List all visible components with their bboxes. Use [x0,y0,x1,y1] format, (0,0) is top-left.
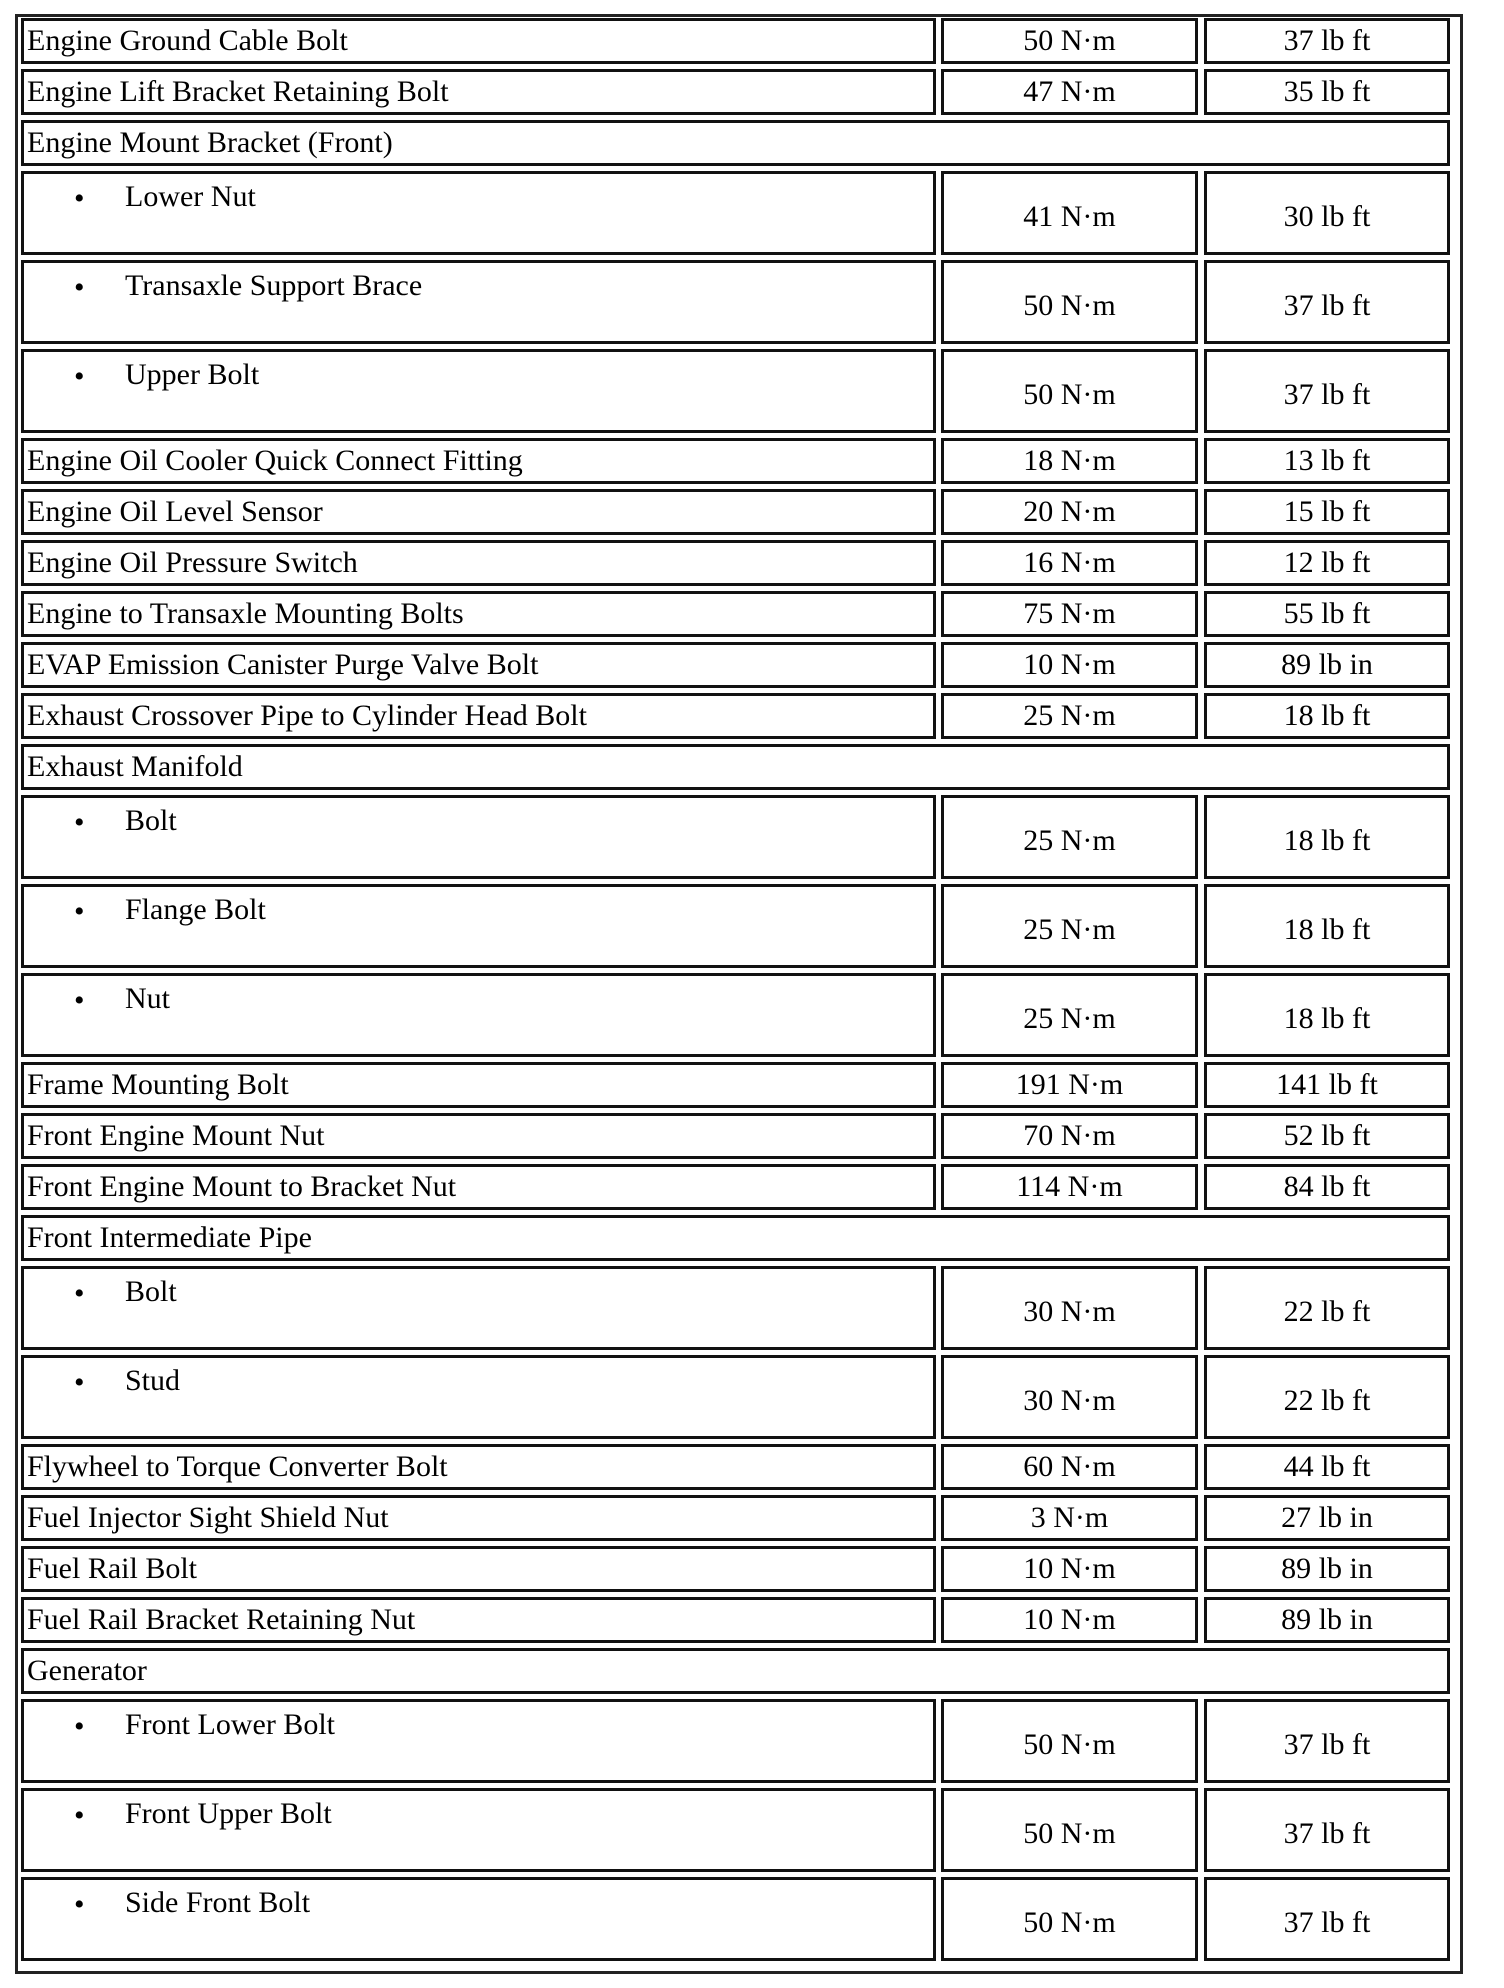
bullet-icon: • [74,984,85,1017]
component-label: Frame Mounting Bolt [27,1068,289,1101]
component-label: Nut [125,982,170,1015]
component-label: Exhaust Crossover Pipe to Cylinder Head Bolt [27,699,587,732]
english-cell [1204,1877,1450,1961]
metric-value: 25 N·m [1023,699,1116,732]
english-cell [1204,1788,1450,1872]
english-cell [1204,693,1450,739]
metric-value: 191 N·m [1015,1068,1124,1101]
component-cell [21,1164,936,1210]
table-row [21,1597,1450,1643]
metric-value: 30 N·m [1023,1384,1116,1417]
english-value: 37 lb ft [1283,1906,1371,1939]
table-row [21,591,1450,637]
english-cell [1204,642,1450,688]
metric-value: 30 N·m [1023,1295,1116,1328]
component-label: Engine Lift Bracket Retaining Bolt [27,75,449,108]
component-cell [21,973,936,1057]
component-cell [21,1062,936,1108]
group-header-label: Exhaust Manifold [27,750,243,783]
component-label: Front Lower Bolt [125,1708,335,1741]
component-cell [21,1266,936,1350]
component-label: Fuel Injector Sight Shield Nut [27,1501,389,1534]
english-value: 84 lb ft [1283,1170,1371,1203]
english-cell [1204,1355,1450,1439]
component-label: Flange Bolt [125,893,266,926]
table-row [21,540,1450,586]
component-cell [21,18,936,64]
english-cell [1204,795,1450,879]
english-value: 22 lb ft [1283,1384,1371,1417]
metric-value: 3 N·m [1030,1501,1109,1534]
english-value: 37 lb ft [1283,378,1371,411]
metric-cell [941,540,1198,586]
english-value: 37 lb ft [1283,24,1371,57]
english-cell [1204,438,1450,484]
table-row [21,171,1450,255]
table-row [21,1495,1450,1541]
english-cell [1204,1113,1450,1159]
metric-cell [941,1062,1198,1108]
component-label: Side Front Bolt [125,1886,311,1919]
metric-cell [941,795,1198,879]
table-row [21,884,1450,968]
table-row [21,18,1450,64]
table-row [21,489,1450,535]
table-row [21,1266,1450,1350]
metric-cell [941,1444,1198,1490]
metric-cell [941,1266,1198,1350]
english-value: 12 lb ft [1283,546,1371,579]
english-value: 44 lb ft [1283,1450,1371,1483]
english-cell [1204,1546,1450,1592]
component-cell [21,1113,936,1159]
bullet-icon: • [74,360,85,393]
bullet-icon: • [74,182,85,215]
english-value: 55 lb ft [1283,597,1371,630]
component-label: Bolt [125,1275,177,1308]
english-value: 18 lb ft [1283,913,1371,946]
table-row [21,349,1450,433]
table-row [21,795,1450,879]
table-row [21,1113,1450,1159]
component-cell [21,171,936,255]
english-cell [1204,171,1450,255]
english-cell [1204,973,1450,1057]
english-cell [1204,591,1450,637]
metric-cell [941,884,1198,968]
bullet-icon: • [74,895,85,928]
english-value: 37 lb ft [1283,1728,1371,1761]
component-cell [21,1877,936,1961]
english-value: 18 lb ft [1283,824,1371,857]
metric-cell [941,1495,1198,1541]
table-row [21,438,1450,484]
component-label: Engine to Transaxle Mounting Bolts [27,597,464,630]
table-row [21,1444,1450,1490]
english-cell [1204,1164,1450,1210]
english-value: 52 lb ft [1283,1119,1371,1152]
table-group-header [21,1648,1450,1694]
metric-value: 50 N·m [1023,378,1116,411]
metric-value: 16 N·m [1023,546,1116,579]
english-value: 18 lb ft [1283,1002,1371,1035]
table-row [21,1699,1450,1783]
component-label: Front Engine Mount Nut [27,1119,325,1152]
english-cell [1204,1495,1450,1541]
table-group-header [21,120,1450,166]
component-cell [21,540,936,586]
metric-cell [941,1597,1198,1643]
table-row [21,1355,1450,1439]
english-value: 13 lb ft [1283,444,1371,477]
metric-value: 60 N·m [1023,1450,1116,1483]
metric-value: 10 N·m [1023,1552,1116,1585]
component-cell [21,693,936,739]
english-value: 18 lb ft [1283,699,1371,732]
bullet-icon: • [74,1277,85,1310]
metric-cell [941,349,1198,433]
english-cell [1204,18,1450,64]
group-header-label: Engine Mount Bracket (Front) [27,126,393,159]
metric-value: 75 N·m [1023,597,1116,630]
english-value: 15 lb ft [1283,495,1371,528]
table-row [21,1164,1450,1210]
group-header-cell [21,744,1450,790]
english-value: 22 lb ft [1283,1295,1371,1328]
table-row [21,69,1450,115]
group-header-label: Front Intermediate Pipe [27,1221,312,1254]
metric-value: 50 N·m [1023,1817,1116,1850]
table-row [21,1062,1450,1108]
english-value: 89 lb in [1281,1552,1373,1585]
table-row [21,642,1450,688]
bullet-icon: • [74,806,85,839]
component-cell [21,438,936,484]
table-group-header [21,744,1450,790]
metric-value: 114 N·m [1016,1170,1123,1203]
component-label: EVAP Emission Canister Purge Valve Bolt [27,648,539,681]
english-value: 89 lb in [1281,1603,1373,1636]
table-row [21,693,1450,739]
metric-cell [941,1113,1198,1159]
component-cell [21,1495,936,1541]
metric-cell [941,1877,1198,1961]
bullet-icon: • [74,1710,85,1743]
metric-value: 70 N·m [1023,1119,1116,1152]
component-label: Engine Oil Pressure Switch [27,546,358,579]
metric-cell [941,69,1198,115]
english-cell [1204,1266,1450,1350]
component-label: Engine Ground Cable Bolt [27,24,348,57]
component-label: Engine Oil Level Sensor [27,495,323,528]
component-label: Bolt [125,804,177,837]
metric-cell [941,1164,1198,1210]
english-cell [1204,1597,1450,1643]
component-cell [21,489,936,535]
english-value: 30 lb ft [1283,200,1371,233]
metric-value: 50 N·m [1023,289,1116,322]
component-label: Stud [125,1364,181,1397]
group-header-label: Generator [27,1654,147,1687]
component-label: Flywheel to Torque Converter Bolt [27,1450,448,1483]
metric-cell [941,1355,1198,1439]
english-cell [1204,1699,1450,1783]
component-cell [21,642,936,688]
metric-cell [941,693,1198,739]
metric-value: 20 N·m [1023,495,1116,528]
component-cell [21,69,936,115]
component-cell [21,591,936,637]
bullet-icon: • [74,1888,85,1921]
metric-cell [941,642,1198,688]
metric-value: 50 N·m [1023,24,1116,57]
table-row [21,1788,1450,1872]
group-header-cell [21,120,1450,166]
component-cell [21,1546,936,1592]
component-cell [21,884,936,968]
component-cell [21,1788,936,1872]
component-label: Lower Nut [125,180,256,213]
metric-value: 10 N·m [1023,1603,1116,1636]
component-label: Fuel Rail Bolt [27,1552,198,1585]
metric-cell [941,18,1198,64]
metric-cell [941,1788,1198,1872]
english-cell [1204,260,1450,344]
english-value: 27 lb in [1281,1501,1373,1534]
metric-value: 50 N·m [1023,1728,1116,1761]
component-label: Fuel Rail Bracket Retaining Nut [27,1603,416,1636]
english-cell [1204,349,1450,433]
english-cell [1204,1062,1450,1108]
english-cell [1204,1444,1450,1490]
bullet-icon: • [74,1799,85,1832]
metric-value: 10 N·m [1023,648,1116,681]
component-cell [21,1699,936,1783]
metric-cell [941,1699,1198,1783]
metric-value: 47 N·m [1023,75,1116,108]
metric-value: 50 N·m [1023,1906,1116,1939]
table-row [21,260,1450,344]
metric-cell [941,438,1198,484]
english-value: 37 lb ft [1283,289,1371,322]
component-cell [21,1355,936,1439]
english-cell [1204,884,1450,968]
table-row [21,1546,1450,1592]
english-value: 37 lb ft [1283,1817,1371,1850]
metric-value: 25 N·m [1023,1002,1116,1035]
component-label: Front Engine Mount to Bracket Nut [27,1170,457,1203]
table-row [21,1877,1450,1961]
table-row [21,973,1450,1057]
bullet-icon: • [74,1366,85,1399]
metric-value: 18 N·m [1023,444,1116,477]
metric-value: 25 N·m [1023,824,1116,857]
metric-value: 25 N·m [1023,913,1116,946]
metric-value: 41 N·m [1023,200,1116,233]
component-cell [21,795,936,879]
metric-cell [941,591,1198,637]
bullet-icon: • [74,271,85,304]
english-cell [1204,489,1450,535]
english-value: 141 lb ft [1276,1068,1378,1101]
component-cell [21,1444,936,1490]
component-cell [21,349,936,433]
component-label: Transaxle Support Brace [125,269,423,302]
english-value: 35 lb ft [1283,75,1371,108]
metric-cell [941,1546,1198,1592]
group-header-cell [21,1215,1450,1261]
metric-cell [941,973,1198,1057]
metric-cell [941,171,1198,255]
group-header-cell [21,1648,1450,1694]
component-cell [21,1597,936,1643]
metric-cell [941,260,1198,344]
component-label: Front Upper Bolt [125,1797,332,1830]
component-label: Engine Oil Cooler Quick Connect Fitting [27,444,523,477]
component-cell [21,260,936,344]
component-label: Upper Bolt [125,358,260,391]
english-cell [1204,540,1450,586]
english-cell [1204,69,1450,115]
metric-cell [941,489,1198,535]
table-group-header [21,1215,1450,1261]
english-value: 89 lb in [1281,648,1373,681]
